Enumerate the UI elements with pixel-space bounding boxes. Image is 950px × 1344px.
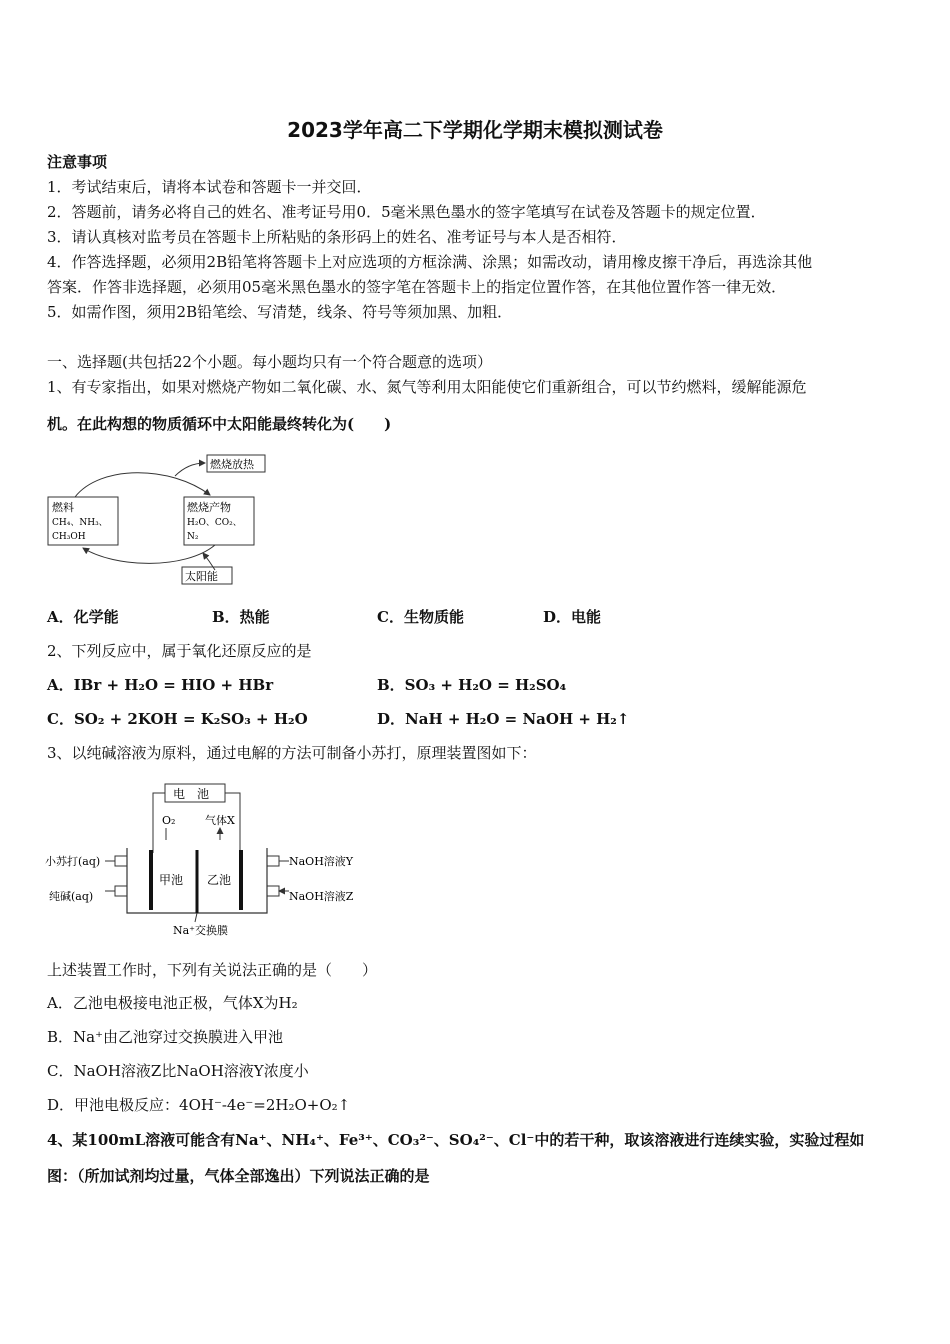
solar-label: 太阳能 (185, 570, 218, 583)
q1-stem-line2: 机。在此构想的物质循环中太阳能最终转化为( ) (47, 415, 392, 433)
q2-option-d[interactable]: D．NaH + H₂O = NaOH + H₂↑ (377, 710, 630, 728)
combustion-heat-arrow (175, 463, 205, 476)
notice-item: 答案．作答非选择题，必须用05毫米黑色墨水的签字笔在答题卡上的指定位置作答，在其他位置作答一律无效． (47, 278, 787, 296)
notice-item: 4．作答选择题，必须用2B铅笔将答题卡上对应选项的方框涂满、涂黑；如需改动，请用橡皮擦干净后，再选涂其他 (47, 253, 813, 271)
right-bottom-label: NaOH溶液Z (289, 890, 354, 903)
q2-option-a[interactable]: A．IBr + H₂O = HIO + HBr (47, 676, 274, 694)
gas-x-label: 气体X (205, 814, 235, 827)
q3-follow: 上述装置工作时，下列有关说法正确的是（ ） (47, 961, 378, 979)
q4-stem-line2: 图：（所加试剂均过量，气体全部逸出）下列说法正确的是 (47, 1167, 430, 1185)
q2-option-b[interactable]: B．SO₃ + H₂O = H₂SO₄ (377, 676, 567, 694)
notice-item: 3．请认真核对监考员在答题卡上所粘贴的条形码上的姓名、准考证号与本人是否相符． (47, 228, 627, 246)
q4-stem-line1: 4、某100mL溶液可能含有Na⁺、NH₄⁺、Fe³⁺、CO₃²⁻、SO₄²⁻、Cl⁻中的若干种，取该溶液进行连续实验，实验过程如 (47, 1131, 865, 1149)
right-top-label: NaOH溶液Y (289, 855, 354, 868)
q2-stem: 2、下列反应中，属于氧化还原反应的是 (47, 642, 312, 660)
gas-arrows (166, 828, 220, 840)
q1-option-c[interactable]: C．生物质能 (377, 608, 464, 626)
left-top-label: 小苏打(aq) (45, 855, 101, 868)
cell-a-label: 甲池 (159, 873, 184, 887)
q1-option-b[interactable]: B．热能 (212, 608, 270, 626)
heat-label: 燃烧放热 (210, 458, 254, 471)
product-title: 燃烧产物 (187, 501, 231, 514)
q1-option-d[interactable]: D．电能 (543, 608, 602, 626)
notice-item: 1．考试结束后，请将本试卷和答题卡一并交回． (47, 178, 372, 196)
q1-option-a[interactable]: A．化学能 (47, 608, 119, 626)
fuel-title: 燃料 (52, 501, 74, 514)
q2-option-c[interactable]: C．SO₂ + 2KOH = K₂SO₃ + H₂O (47, 710, 308, 728)
left-bottom-label: 纯碱(aq) (49, 890, 94, 903)
q3-option-d[interactable]: D．甲池电极反应：4OH⁻-4e⁻=2H₂O+O₂↑ (47, 1096, 351, 1114)
q3-electrolysis-diagram (45, 778, 375, 938)
membrane-label: Na⁺交换膜 (173, 924, 228, 937)
q1-cycle-diagram (45, 450, 275, 590)
fuel-formula-line1: CH₄、NH₃、 (52, 518, 108, 528)
q1-stem-line1: 1、有专家指出，如果对燃烧产物如二氧化碳、水、氮气等利用太阳能使它们重新组合，可以节约燃料，缓解能源危 (47, 378, 807, 396)
q3-stem: 3、以纯碱溶液为原料，通过电解的方法可制备小苏打，原理装置图如下： (47, 744, 537, 762)
fuel-formula-line2: CH₃OH (52, 532, 86, 542)
cell-b-label: 乙池 (207, 873, 232, 887)
product-formula-line1: H₂O、CO₂、 (187, 518, 242, 528)
battery-label: 电 池 (173, 787, 210, 801)
o2-label: O₂ (162, 814, 176, 827)
page-title: 2023学年高二下学期化学期末模拟测试卷 (287, 118, 663, 142)
notice-item: 5．如需作图，须用2B铅笔绘、写清楚，线条、符号等须加黑、加粗． (47, 303, 513, 321)
product-formula-line2: N₂ (187, 532, 199, 542)
notice-item: 2．答题前，请务必将自己的姓名、准考证号用0．5毫米黑色墨水的签字笔填写在试卷及答题卡的规定位置． (47, 203, 766, 221)
q3-option-a[interactable]: A．乙池电极接电池正极，气体X为H₂ (47, 994, 298, 1012)
q3-option-b[interactable]: B．Na⁺由乙池穿过交换膜进入甲池 (47, 1028, 284, 1046)
regeneration-arrow (83, 545, 215, 563)
notice-heading: 注意事项 (47, 153, 108, 171)
membrane-pointer (195, 913, 197, 922)
combustion-arrow (75, 473, 210, 497)
section-heading: 一、选择题(共包括22个小题。每小题均只有一个符合题意的选项） (47, 353, 492, 371)
q3-option-c[interactable]: C．NaOH溶液Z比NaOH溶液Y浓度小 (47, 1062, 309, 1080)
